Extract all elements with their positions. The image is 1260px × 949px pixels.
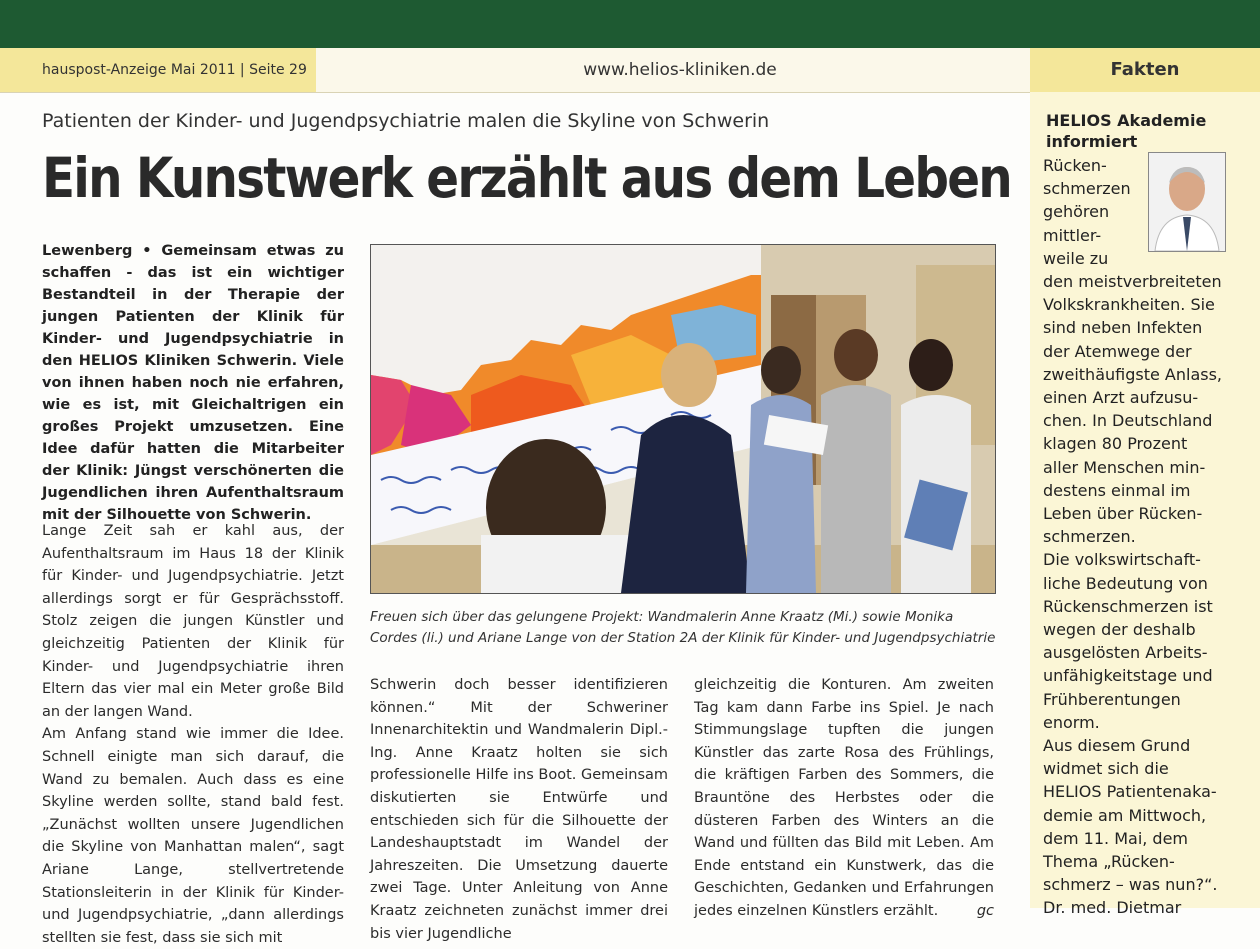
sidebar-line: Dr. med. Dietmar: [1043, 898, 1182, 918]
sidebar-title: HELIOS Akademie informiert: [1046, 111, 1207, 151]
sidebar-line: gehören: [1043, 202, 1110, 222]
sidebar-line: klagen 80 Prozent: [1043, 434, 1188, 454]
sidebar-line: Rückenschmerzen ist: [1043, 596, 1213, 616]
sidebar-line: schmerz – was nun?“.: [1043, 875, 1218, 895]
sidebar-line: liche Bedeutung von: [1043, 573, 1208, 593]
sidebar-line: enorm.: [1043, 712, 1100, 732]
sidebar-line: Die volkswirtschaft-: [1043, 550, 1201, 570]
sidebar-line: HELIOS Patientenaka-: [1043, 782, 1217, 802]
sidebar-line: mittler-: [1043, 225, 1102, 245]
dateline-bullet: •: [132, 243, 162, 259]
sidebar-line: weile zu: [1043, 248, 1109, 268]
photo-caption: Freuen sich über das gelungene Projekt: Wandmalerin Anne Kraatz (Mi.) sowie Monika Cordes (li.) und Ariane Lange von der Station 2A der Klinik für Kinder- und Jugendpsychiatrie: [370, 609, 996, 646]
sidebar-line: wegen der deshalb: [1043, 620, 1196, 639]
lead-text: Gemeinsam etwas zu schaffen - das ist ein wichtiger Bestandteil in der Therapie der jungen Patienten der Klinik für Kinder- und Jugendpsychiatrie in den HELIOS Kliniken Schwerin. Viele von ihnen haben noch nie erfahren, wie es ist, mit Gleichaltrigen ein großes Projekt umzusetzen. Eine Idee dafür hatten die Mitarbeiter der Klinik: Jüngst verschönerten die Jugendlichen ihren Aufenthaltsraum mit der Silhouette von Schwerin.: [42, 243, 344, 523]
doctor-portrait: [1148, 152, 1226, 252]
sidebar-line: dem 11. Mai, dem: [1043, 828, 1189, 848]
article-subheadline: Patienten der Kinder- und Jugendpsychiatrie malen die Skyline von Schwerin: [42, 110, 770, 132]
paragraph: Am Anfang stand wie immer die Idee. Schnell einigte man sich darauf, die Wand zu bemalen. Auch dass es eine Skyline werden sollte, stand bald fest. „Zunächst wollten unsere Jugendlichen die Skyline von Manhattan malen“, sagt Ariane Lange, stellvertretende Stationsleiterin in der Klinik für Kinder- und Jugendpsychiatrie, „dann allerdings stellten sie fest, dass sie sich mit: [42, 726, 344, 946]
mural-photo-illustration: [371, 245, 995, 593]
sidebar-line: Aus diesem Grund: [1043, 736, 1191, 755]
sidebar-line: Thema „Rücken-: [1043, 852, 1175, 871]
portrait-image: [1149, 153, 1225, 251]
sidebar-line: sind neben Infekten: [1043, 318, 1203, 338]
sidebar-line: zweithäufigste Anlass,: [1043, 364, 1222, 384]
top-color-bar: [0, 0, 1260, 48]
sidebar-line: einen Arzt aufzusu-: [1043, 388, 1199, 407]
sidebar-line: demie am Mittwoch,: [1043, 805, 1207, 825]
sidebar-line: Volkskrankheiten. Sie: [1043, 295, 1215, 315]
sidebar-line: ausgelösten Arbeits-: [1043, 643, 1208, 663]
sidebar-line: schmerzen: [1043, 179, 1131, 199]
sidebar-line: destens einmal im: [1043, 480, 1191, 500]
article-column-3: [694, 674, 994, 923]
fakten-label: Fakten: [1030, 48, 1260, 92]
sidebar-line: der Atemwege der: [1043, 341, 1192, 361]
sidebar-line: den meistverbreiteten: [1043, 272, 1222, 291]
paragraph: Lange Zeit sah er kahl aus, der Aufenthaltsraum im Haus 18 der Klinik für Kinder- und Jugendpsychiatrie. Jetzt allerdings sorgt er für Gesprächsstoff. Stolz zeigen die jungen Künstler und gleichzeitig Patienten der Klinik für Kinder- und Jugendpsychiatrie ihren Eltern das vier mal ein Meter große Bild an der langen Wand.: [42, 523, 344, 720]
dateline-place: Lewenberg: [42, 243, 133, 259]
sidebar-line: widmet sich die: [1043, 759, 1169, 779]
sidebar-line: Leben über Rücken-: [1043, 504, 1203, 523]
sidebar-line: chen. In Deutschland: [1043, 411, 1213, 431]
issue-info: hauspost-Anzeige Mai 2011 | Seite 29: [0, 48, 316, 92]
website-url[interactable]: www.helios-kliniken.de: [583, 60, 777, 80]
sidebar-line: aller Menschen min-: [1043, 457, 1206, 477]
article-photo: [370, 244, 996, 594]
author-initials: gc: [976, 902, 994, 919]
article-column-1: [42, 520, 344, 949]
article-headline: Ein Kunstwerk erzählt aus dem Leben: [42, 146, 1012, 210]
sidebar-line: schmerzen.: [1043, 527, 1136, 547]
sidebar-line: Frühberentungen: [1043, 689, 1181, 709]
article-lead: [42, 240, 344, 526]
sidebar-line: unfähigkeitstage und: [1043, 666, 1213, 686]
paragraph: gleichzeitig die Konturen. Am zweiten Tag kam dann Farbe ins Spiel. Je nach Stimmungslage tupften die jungen Künstler das zarte Rosa des Frühlings, die kräftigen Farben des Sommers, die Brauntöne des Herbstes oder die düsteren Farben des Winters an die Wand und füllten das Bild mit Leben. Am Ende entstand ein Kunstwerk, das die Geschichten, Gedanken und Erfahrungen jedes einzelnen Künstlers erzählt.: [694, 677, 994, 919]
page-header: [0, 48, 1260, 93]
article-column-2: Schwerin doch besser identifizieren können.“ Mit der Schweriner Innenarchitektin und Wandmalerin Dipl.-Ing. Anne Kraatz holten sie sich professionelle Hilfe ins Boot. Gemeinsam diskutierten sie Entwürfe und entschieden sich für die Silhouette der Landeshauptstadt im Wandel der Jahreszeiten. Die Umsetzung dauerte zwei Tage. Unter Anleitung von Anne Kraatz zeichneten zunächst immer drei bis vier Jugendliche: [370, 677, 669, 942]
sidebar-line: Rücken-: [1043, 156, 1107, 175]
